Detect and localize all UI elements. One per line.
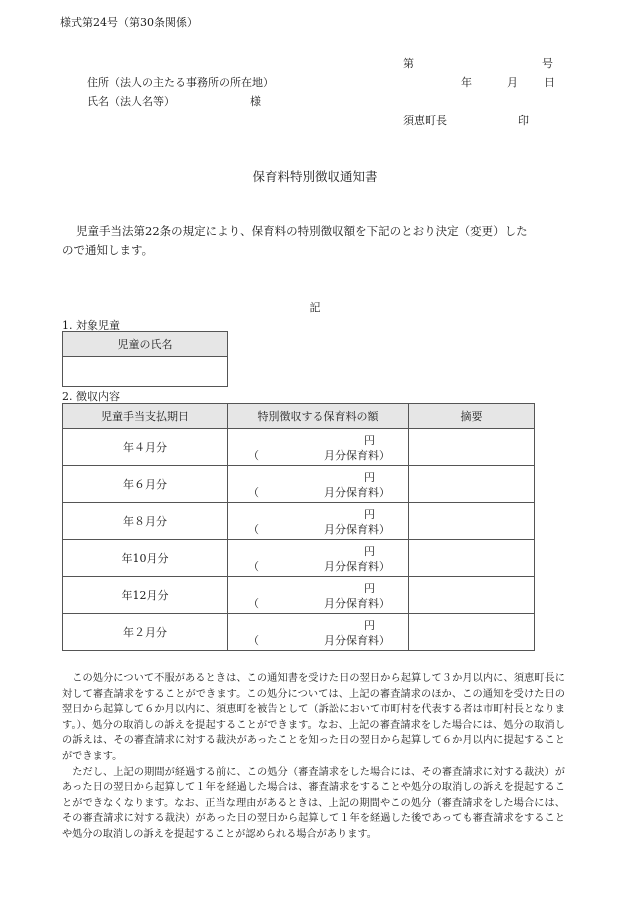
month-fee-label: 月分保育料） [324,597,390,610]
collection-table [62,403,535,651]
payment-date-cell: 年10月分 [63,540,228,577]
child-name-header: 児童の氏名 [63,332,228,357]
payment-date-header: 児童手当支払期日 [63,404,228,429]
yen-unit: 円 [364,471,375,484]
remarks-cell [409,577,535,614]
remarks-header: 摘要 [409,404,535,429]
remarks-cell [409,503,535,540]
paren-open: （ [248,560,259,573]
yen-unit: 円 [364,582,375,595]
issue-number-suffix: 号 [542,57,553,70]
paren-open: （ [248,523,259,536]
child-name-cell [63,357,228,387]
paren-open: （ [248,634,259,647]
appeal-notice-paragraph-2: ただし、上記の期間が経過する前に、この処分（審査請求をした場合には、その審査請求に対する裁決）があった日の翌日から起算して１年を経過した場合は、審査請求をすることや処分の取消しの訴えを提起することができなくなります。なお、正当な理由があるときは、上記の期間やこの処分（審査請求をした場合には、その審査請求に対する裁決）があった日の翌日から起算して１年を経過した後であっても審査請求をすることや処分の取消しの訴えを提起することが認められる場合があります。 [62,766,565,840]
remarks-cell [409,540,535,577]
amount-cell [228,429,409,466]
ki-label: 記 [309,301,321,314]
appeal-notice-paragraph-1: この処分について不服があるときは、この通知書を受けた日の翌日から起算して３か月以内に、須恵町長に対して審査請求をすることができます。この処分については、上記の審査請求のほか、この通知を受けた日の翌日から起算して６か月以内に、須恵町を被告として（訴訟において市町村を代表する者は市町村長となります。）、処分の取消しの訴えを提起することができます。なお、上記の審査請求をした場合には、処分の取消しの訴えは、その審査請求に対する裁決があったことを知った日の翌日から起算して６か月以内に提起することができます。 [62,673,565,762]
form-number: 様式第24号（第30条関係） [60,16,198,29]
paren-open: （ [248,449,259,462]
table-row [63,429,535,466]
date-year: 年 [461,76,472,89]
body-line-1: 児童手当法第22条の規定により、保育料の特別徴収額を下記のとおり決定（変更）した [76,224,528,238]
seal-mark: 印 [518,114,529,127]
table-row [63,503,535,540]
yen-unit: 円 [364,545,375,558]
appeal-notice [62,671,565,843]
section1-heading: 1. 対象児童 [62,319,120,332]
amount-cell [228,614,409,651]
issuer-name: 須恵町長 [403,114,447,127]
payment-date-cell: 年４月分 [63,429,228,466]
amount-cell [228,503,409,540]
paren-open: （ [248,597,259,610]
month-fee-label: 月分保育料） [324,486,390,499]
month-fee-label: 月分保育料） [324,523,390,536]
name-label: 氏名（法人名等） [87,95,175,108]
month-fee-label: 月分保育料） [324,560,390,573]
table-row [63,577,535,614]
child-table [62,331,228,387]
remarks-cell [409,466,535,503]
table-row [63,614,535,651]
yen-unit: 円 [364,508,375,521]
address-label: 住所（法人の主たる事務所の所在地） [87,76,274,89]
payment-date-cell: 年12月分 [63,577,228,614]
amount-cell [228,466,409,503]
month-fee-label: 月分保育料） [324,449,390,462]
amount-header: 特別徴収する保育料の額 [228,404,409,429]
yen-unit: 円 [364,619,375,632]
table-header-row [63,404,535,429]
amount-cell [228,540,409,577]
table-row [63,540,535,577]
table-row [63,466,535,503]
payment-date-cell: 年２月分 [63,614,228,651]
remarks-cell [409,429,535,466]
date-month: 月 [507,76,518,89]
amount-cell [228,577,409,614]
body-line-2: ので通知します。 [62,243,154,257]
section2-heading: 2. 徴収内容 [62,390,120,403]
document-title: 保育料特別徴収通知書 [252,169,378,184]
honorific: 様 [250,95,261,108]
payment-date-cell: 年８月分 [63,503,228,540]
issue-number-prefix: 第 [403,57,414,70]
yen-unit: 円 [364,434,375,447]
remarks-cell [409,614,535,651]
paren-open: （ [248,486,259,499]
month-fee-label: 月分保育料） [324,634,390,647]
date-day: 日 [544,76,555,89]
payment-date-cell: 年６月分 [63,466,228,503]
